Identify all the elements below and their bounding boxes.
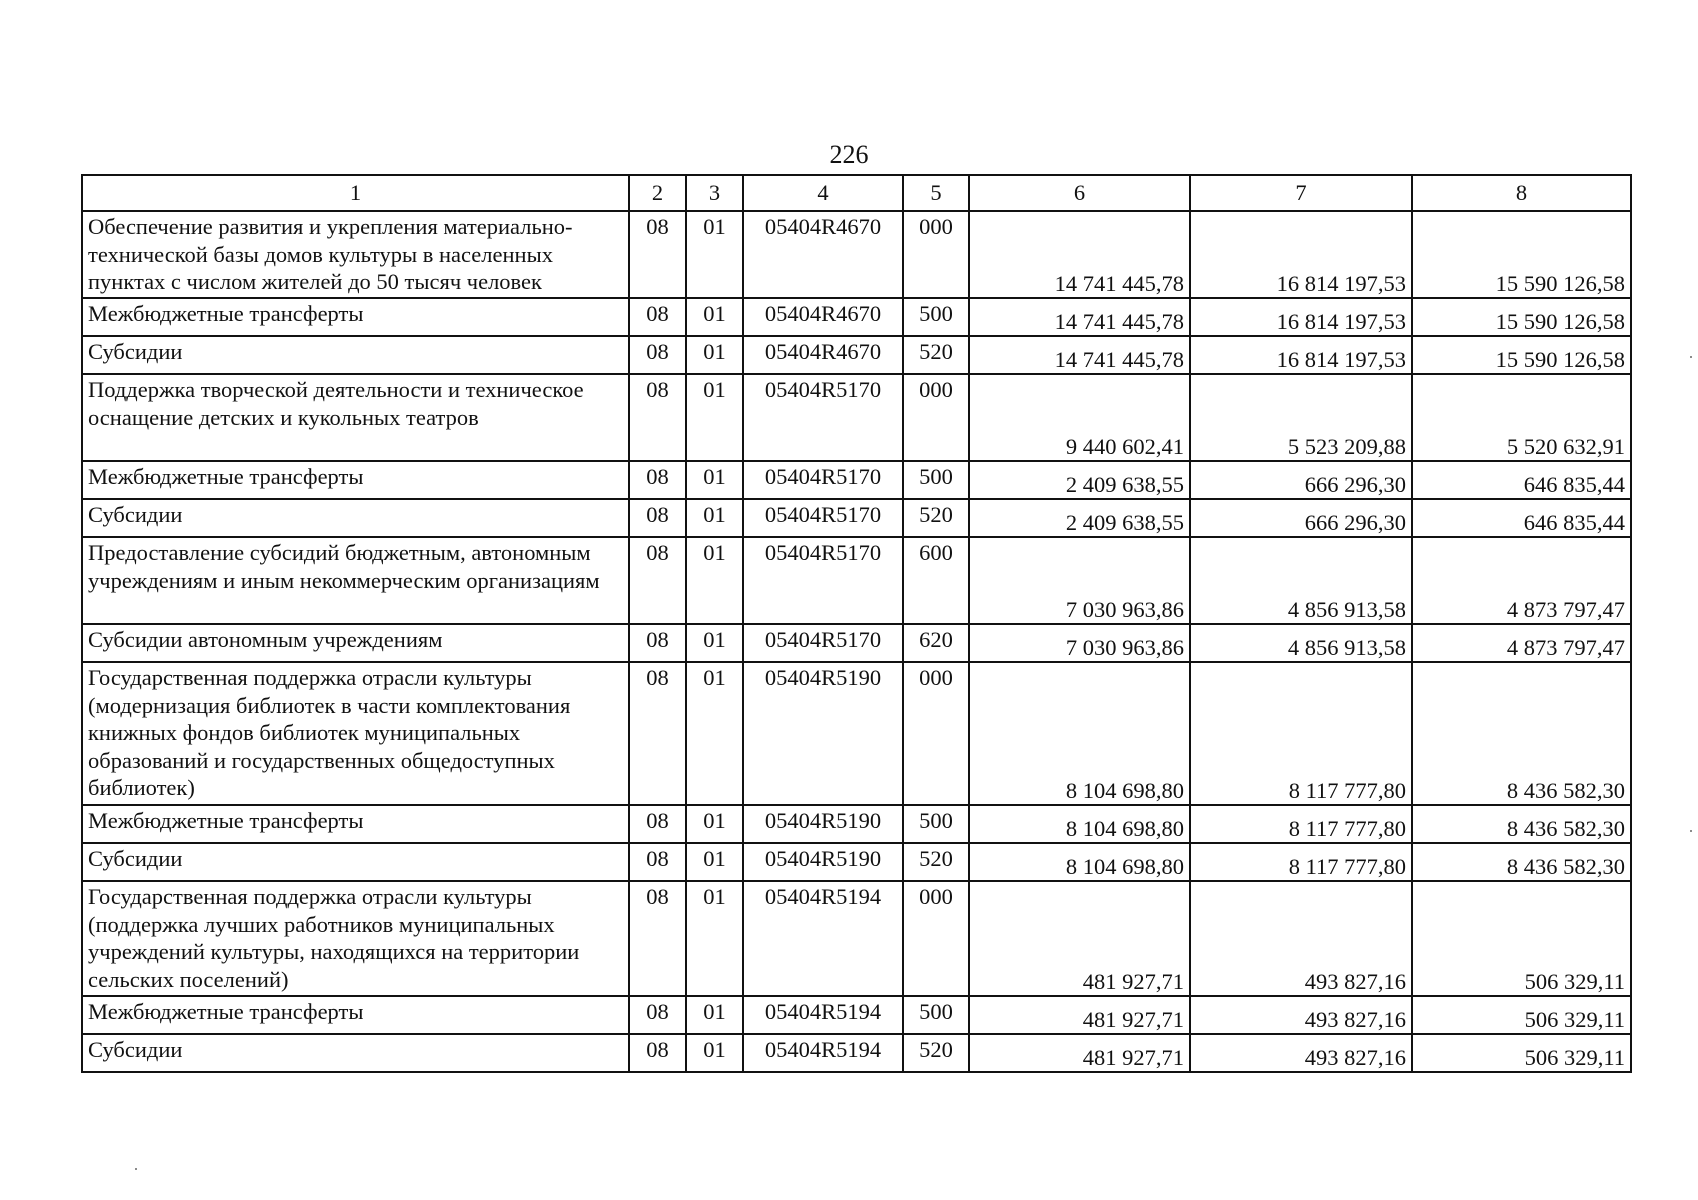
row-amount-8: 506 329,11 xyxy=(1412,996,1631,1034)
row-amount-8: 8 436 582,30 xyxy=(1412,805,1631,843)
row-target-code: 05404R5170 xyxy=(743,499,903,537)
row-amount-6: 7 030 963,86 xyxy=(969,624,1190,662)
row-amount-7: 8 117 777,80 xyxy=(1190,843,1412,881)
column-header: 3 xyxy=(686,175,743,211)
table-row xyxy=(82,374,1631,461)
row-section: 08 xyxy=(629,336,686,374)
row-amount-6: 14 741 445,78 xyxy=(969,336,1190,374)
row-subsection: 01 xyxy=(686,499,743,537)
row-name: Субсидии xyxy=(82,1034,629,1072)
row-expense-type: 500 xyxy=(903,805,969,843)
row-name: Межбюджетные трансферты xyxy=(82,805,629,843)
row-section: 08 xyxy=(629,881,686,996)
table-row xyxy=(82,624,1631,662)
row-section: 08 xyxy=(629,805,686,843)
row-amount-7: 666 296,30 xyxy=(1190,461,1412,499)
budget-table xyxy=(81,174,1632,1073)
row-section: 08 xyxy=(629,624,686,662)
table-row xyxy=(82,1034,1631,1072)
row-section: 08 xyxy=(629,499,686,537)
row-subsection: 01 xyxy=(686,298,743,336)
column-header: 5 xyxy=(903,175,969,211)
row-target-code: 05404R5194 xyxy=(743,881,903,996)
row-expense-type: 520 xyxy=(903,843,969,881)
table-row xyxy=(82,843,1631,881)
row-name: Субсидии xyxy=(82,499,629,537)
row-amount-7: 666 296,30 xyxy=(1190,499,1412,537)
row-amount-6: 9 440 602,41 xyxy=(969,374,1190,461)
table-row xyxy=(82,461,1631,499)
row-amount-8: 646 835,44 xyxy=(1412,461,1631,499)
row-expense-type: 000 xyxy=(903,211,969,298)
row-name: Субсидии автономным учреждениям xyxy=(82,624,629,662)
row-name: Субсидии xyxy=(82,336,629,374)
row-target-code: 05404R5190 xyxy=(743,662,903,805)
row-section: 08 xyxy=(629,374,686,461)
row-subsection: 01 xyxy=(686,881,743,996)
row-expense-type: 500 xyxy=(903,298,969,336)
row-target-code: 05404R4670 xyxy=(743,336,903,374)
row-target-code: 05404R4670 xyxy=(743,211,903,298)
row-target-code: 05404R5194 xyxy=(743,996,903,1034)
row-amount-6: 14 741 445,78 xyxy=(969,298,1190,336)
header-row xyxy=(82,175,1631,211)
table-row xyxy=(82,336,1631,374)
row-subsection: 01 xyxy=(686,374,743,461)
row-subsection: 01 xyxy=(686,662,743,805)
row-section: 08 xyxy=(629,1034,686,1072)
table-row xyxy=(82,499,1631,537)
row-name: Межбюджетные трансферты xyxy=(82,298,629,336)
row-amount-6: 481 927,71 xyxy=(969,881,1190,996)
row-name: Субсидии xyxy=(82,843,629,881)
row-target-code: 05404R5194 xyxy=(743,1034,903,1072)
row-expense-type: 000 xyxy=(903,662,969,805)
row-amount-6: 8 104 698,80 xyxy=(969,805,1190,843)
table-row xyxy=(82,211,1631,298)
column-header: 8 xyxy=(1412,175,1631,211)
row-expense-type: 620 xyxy=(903,624,969,662)
row-target-code: 05404R5190 xyxy=(743,843,903,881)
column-header: 2 xyxy=(629,175,686,211)
scan-speck xyxy=(1690,830,1692,832)
row-expense-type: 000 xyxy=(903,374,969,461)
row-subsection: 01 xyxy=(686,624,743,662)
table-row xyxy=(82,537,1631,624)
row-target-code: 05404R5170 xyxy=(743,374,903,461)
row-amount-7: 493 827,16 xyxy=(1190,881,1412,996)
row-amount-8: 506 329,11 xyxy=(1412,881,1631,996)
row-subsection: 01 xyxy=(686,211,743,298)
row-subsection: 01 xyxy=(686,996,743,1034)
table-row xyxy=(82,996,1631,1034)
row-section: 08 xyxy=(629,211,686,298)
row-target-code: 05404R5170 xyxy=(743,624,903,662)
row-section: 08 xyxy=(629,298,686,336)
row-amount-7: 5 523 209,88 xyxy=(1190,374,1412,461)
row-amount-6: 481 927,71 xyxy=(969,996,1190,1034)
page-number: 226 xyxy=(829,140,869,169)
row-name: Межбюджетные трансферты xyxy=(82,461,629,499)
row-expense-type: 500 xyxy=(903,461,969,499)
row-section: 08 xyxy=(629,996,686,1034)
row-name: Межбюджетные трансферты xyxy=(82,996,629,1034)
row-amount-6: 14 741 445,78 xyxy=(969,211,1190,298)
row-target-code: 05404R4670 xyxy=(743,298,903,336)
row-amount-6: 8 104 698,80 xyxy=(969,662,1190,805)
row-expense-type: 520 xyxy=(903,499,969,537)
row-amount-6: 7 030 963,86 xyxy=(969,537,1190,624)
row-name: Государственная поддержка отрасли культуры (поддержка лучших работников муниципальных учреждений культуры, находящихся на территории сельских поселений) xyxy=(82,881,629,996)
row-amount-6: 8 104 698,80 xyxy=(969,843,1190,881)
row-expense-type: 600 xyxy=(903,537,969,624)
column-header: 6 xyxy=(969,175,1190,211)
scan-speck xyxy=(1690,356,1692,358)
row-amount-8: 8 436 582,30 xyxy=(1412,662,1631,805)
row-amount-8: 15 590 126,58 xyxy=(1412,298,1631,336)
row-name: Государственная поддержка отрасли культуры (модернизация библиотек в части комплектования книжных фондов библиотек муниципальных образований и государственных общедоступных библиотек) xyxy=(82,662,629,805)
row-subsection: 01 xyxy=(686,537,743,624)
row-amount-7: 4 856 913,58 xyxy=(1190,537,1412,624)
row-expense-type: 520 xyxy=(903,336,969,374)
row-amount-7: 16 814 197,53 xyxy=(1190,336,1412,374)
row-section: 08 xyxy=(629,662,686,805)
row-target-code: 05404R5170 xyxy=(743,537,903,624)
column-header: 4 xyxy=(743,175,903,211)
table-body xyxy=(82,211,1631,1072)
row-expense-type: 520 xyxy=(903,1034,969,1072)
row-amount-7: 16 814 197,53 xyxy=(1190,298,1412,336)
row-name: Обеспечение развития и укрепления материально-технической базы домов культуры в населенных пунктах с числом жителей до 50 тысяч человек xyxy=(82,211,629,298)
row-amount-7: 493 827,16 xyxy=(1190,1034,1412,1072)
row-target-code: 05404R5170 xyxy=(743,461,903,499)
row-amount-6: 2 409 638,55 xyxy=(969,461,1190,499)
row-amount-8: 15 590 126,58 xyxy=(1412,336,1631,374)
row-amount-8: 8 436 582,30 xyxy=(1412,843,1631,881)
row-amount-8: 5 520 632,91 xyxy=(1412,374,1631,461)
row-subsection: 01 xyxy=(686,1034,743,1072)
row-section: 08 xyxy=(629,461,686,499)
row-subsection: 01 xyxy=(686,461,743,499)
row-amount-8: 646 835,44 xyxy=(1412,499,1631,537)
table-row xyxy=(82,881,1631,996)
row-amount-7: 8 117 777,80 xyxy=(1190,805,1412,843)
row-amount-7: 493 827,16 xyxy=(1190,996,1412,1034)
row-amount-8: 4 873 797,47 xyxy=(1412,624,1631,662)
row-amount-8: 15 590 126,58 xyxy=(1412,211,1631,298)
row-amount-6: 481 927,71 xyxy=(969,1034,1190,1072)
table-row xyxy=(82,805,1631,843)
row-amount-6: 2 409 638,55 xyxy=(969,499,1190,537)
table-row xyxy=(82,662,1631,805)
row-amount-7: 8 117 777,80 xyxy=(1190,662,1412,805)
row-section: 08 xyxy=(629,537,686,624)
row-amount-8: 4 873 797,47 xyxy=(1412,537,1631,624)
row-subsection: 01 xyxy=(686,843,743,881)
row-amount-7: 16 814 197,53 xyxy=(1190,211,1412,298)
row-expense-type: 000 xyxy=(903,881,969,996)
row-subsection: 01 xyxy=(686,805,743,843)
row-expense-type: 500 xyxy=(903,996,969,1034)
column-header: 7 xyxy=(1190,175,1412,211)
row-name: Предоставление субсидий бюджетным, автономным учреждениям и иным некоммерческим организациям xyxy=(82,537,629,624)
scan-speck xyxy=(135,1168,137,1170)
row-amount-7: 4 856 913,58 xyxy=(1190,624,1412,662)
row-name: Поддержка творческой деятельности и техническое оснащение детских и кукольных театров xyxy=(82,374,629,461)
row-subsection: 01 xyxy=(686,336,743,374)
table-row xyxy=(82,298,1631,336)
column-header: 1 xyxy=(82,175,629,211)
row-target-code: 05404R5190 xyxy=(743,805,903,843)
row-section: 08 xyxy=(629,843,686,881)
row-amount-8: 506 329,11 xyxy=(1412,1034,1631,1072)
